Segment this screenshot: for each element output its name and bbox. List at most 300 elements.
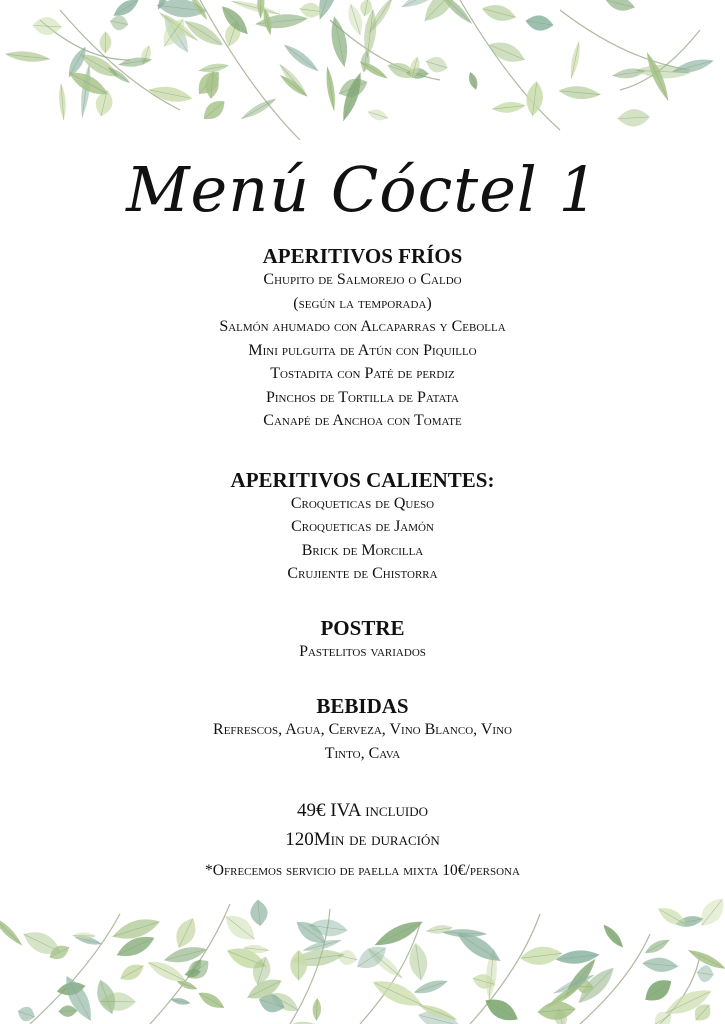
leaf-cluster-icon: [4, 0, 715, 140]
leaf-icon: [58, 82, 67, 120]
leaf-icon: [407, 942, 430, 982]
leaf-icon: [193, 66, 225, 99]
leaf-vein-icon: [367, 11, 372, 58]
leaf-vein-icon: [659, 909, 686, 924]
leaf-icon: [278, 73, 310, 100]
leaf-icon: [78, 63, 93, 118]
section-heading: BEBIDAS: [316, 694, 409, 718]
leaf-icon: [324, 65, 338, 111]
leaf-vein-icon: [425, 0, 455, 21]
leaf-icon: [156, 0, 208, 20]
leaf-icon: [642, 956, 679, 973]
menu-item: Salmón ahumado con Alcaparras y Cebolla: [219, 318, 506, 335]
leaf-vein-icon: [522, 953, 562, 958]
leaf-vein-icon: [143, 46, 149, 64]
stem-icon: [200, 0, 300, 140]
menu-item: Pastelitos variados: [299, 642, 426, 660]
leaf-vein-icon: [426, 928, 451, 931]
leaf-vein-icon: [164, 20, 182, 46]
leaf-icon: [188, 957, 205, 977]
leaf-vein-icon: [645, 982, 670, 1000]
leaf-icon: [275, 1016, 318, 1024]
leaf-icon: [372, 915, 426, 951]
leaf-vein-icon: [73, 936, 95, 937]
leaf-vein-icon: [338, 956, 357, 960]
leaf-vein-icon: [489, 950, 493, 1000]
leaf-vein-icon: [260, 1000, 284, 1008]
leaf-vein-icon: [258, 901, 260, 926]
leaf-vein-icon: [161, 14, 198, 41]
leaf-icon: [184, 967, 202, 978]
leaf-icon: [281, 41, 321, 75]
leaf-icon: [204, 71, 220, 100]
menu-content: [0, 244, 725, 882]
leaf-vein-icon: [361, 62, 388, 78]
leaf-icon: [336, 74, 371, 102]
paella-note: *Ofrecemos servicio de paella mixta 10€/persona: [205, 862, 520, 879]
leaf-icon: [229, 0, 281, 18]
leaf-vein-icon: [121, 966, 143, 978]
leaf-icon: [695, 894, 725, 931]
leaf-icon: [338, 71, 366, 123]
leaf-icon: [187, 0, 209, 21]
stem-icon: [360, 924, 420, 1024]
leaf-vein-icon: [223, 8, 247, 34]
leaf-icon: [111, 0, 142, 20]
leaf-vein-icon: [415, 981, 447, 992]
leaf-icon: [362, 7, 379, 58]
leaf-icon: [15, 1004, 37, 1024]
leaf-icon: [92, 977, 120, 1017]
leaf-vein-icon: [539, 1009, 575, 1012]
leaf-icon: [196, 988, 227, 1012]
leaf-vein-icon: [607, 1, 634, 8]
leaf-icon: [118, 55, 153, 69]
leaf-icon: [292, 916, 329, 949]
leaf-icon: [555, 948, 600, 966]
leaf-vein-icon: [158, 0, 167, 9]
leaf-vein-icon: [101, 982, 112, 1014]
leaf-icon: [524, 13, 554, 32]
leaf-vein-icon: [265, 9, 271, 34]
leaf-icon: [453, 927, 505, 968]
top-foliage-decoration: [0, 0, 725, 160]
leaf-icon: [99, 31, 111, 53]
leaf-vein-icon: [473, 978, 495, 984]
leaf-vein-icon: [50, 947, 69, 957]
leaf-icon: [635, 64, 691, 80]
leaf-icon: [147, 83, 193, 105]
leaf-icon: [385, 59, 419, 82]
leaf-vein-icon: [229, 951, 266, 966]
leaf-icon: [109, 14, 130, 32]
leaf-vein-icon: [357, 949, 384, 967]
leaf-vein-icon: [227, 917, 254, 939]
stem-icon: [620, 30, 700, 90]
stem-icon: [660, 954, 700, 1024]
leaf-vein-icon: [272, 994, 299, 1010]
leaf-vein-icon: [579, 969, 612, 1002]
pricing-block: [0, 796, 725, 882]
leaf-vein-icon: [547, 984, 581, 1007]
leaf-vein-icon: [532, 83, 536, 116]
leaf-vein-icon: [369, 112, 388, 118]
leaf-vein-icon: [564, 961, 594, 999]
leaf-vein-icon: [351, 5, 360, 35]
menu-item: Crujiente de Chistorra: [287, 565, 438, 582]
leaf-icon: [558, 84, 601, 101]
leaf-icon: [492, 100, 527, 114]
leaf-icon: [485, 37, 527, 68]
leaf-icon: [58, 1005, 77, 1017]
leaf-vein-icon: [571, 43, 578, 79]
leaf-icon: [650, 1008, 675, 1024]
leaf-vein-icon: [257, 958, 265, 985]
leaf-icon: [416, 1006, 462, 1024]
leaf-vein-icon: [369, 0, 392, 33]
leaf-icon: [408, 55, 422, 79]
leaf-icon: [352, 940, 391, 975]
leaf-vein-icon: [69, 48, 85, 77]
leaf-icon: [655, 903, 690, 931]
leaf-vein-icon: [484, 9, 516, 17]
leaf-vein-icon: [618, 117, 649, 119]
leaf-icon: [4, 49, 50, 64]
leaf-vein-icon: [304, 940, 341, 950]
leaf-vein-icon: [375, 923, 421, 945]
menu-item: (según la temporada): [293, 294, 432, 312]
leaf-vein-icon: [459, 935, 500, 961]
leaf-icon: [552, 971, 596, 996]
leaf-vein-icon: [442, 0, 472, 23]
leaf-vein-icon: [285, 46, 318, 71]
menu-item: Chupito de Salmorejo o Caldo: [263, 271, 462, 288]
menu-item: Pinchos de Tortilla de Patata: [265, 388, 459, 406]
leaf-vein-icon: [559, 1009, 564, 1024]
leaf-icon: [524, 80, 545, 117]
leaf-icon: [686, 946, 725, 973]
leaf-vein-icon: [241, 100, 274, 119]
leaf-icon: [73, 933, 102, 947]
menu-item: Tostadita con Paté de perdiz: [270, 365, 455, 382]
leaf-icon: [32, 16, 62, 36]
leaf-vein-icon: [200, 994, 224, 1008]
leaf-vein-icon: [34, 25, 62, 27]
leaf-vein-icon: [612, 71, 644, 76]
leaf-icon: [662, 983, 716, 1020]
menu-item: Croqueticas de Jamón: [291, 518, 434, 535]
leaf-vein-icon: [389, 66, 417, 76]
leaf-icon: [312, 998, 321, 1021]
leaf-icon: [308, 917, 349, 939]
leaf-vein-icon: [100, 1001, 134, 1002]
leaf-cluster-icon: [0, 894, 725, 1024]
leaf-vein-icon: [487, 1001, 518, 1019]
leaf-icon: [366, 0, 396, 35]
leaf-vein-icon: [309, 925, 346, 930]
leaf-vein-icon: [188, 962, 208, 978]
leaf-icon: [617, 108, 651, 127]
leaf-vein-icon: [320, 0, 337, 19]
leaf-vein-icon: [149, 90, 190, 98]
menu-item: Tinto, Cava: [324, 744, 401, 762]
leaf-icon: [418, 0, 462, 27]
leaf-icon: [471, 971, 497, 991]
leaf-icon: [157, 14, 190, 51]
leaf-icon: [290, 950, 307, 981]
leaf-vein-icon: [68, 978, 91, 1021]
leaf-icon: [267, 987, 302, 1016]
leaf-vein-icon: [244, 948, 268, 950]
leaf-icon: [73, 932, 96, 939]
leaf-vein-icon: [19, 1011, 35, 1017]
leaf-vein-icon: [61, 85, 64, 121]
leaf-icon: [359, 50, 371, 73]
leaf-icon: [437, 0, 474, 26]
leaf-vein-icon: [157, 5, 204, 10]
leaf-vein-icon: [696, 1005, 709, 1020]
leaf-vein-icon: [316, 999, 317, 1021]
leaf-icon: [612, 66, 647, 80]
stem-icon: [30, 914, 120, 1024]
leaf-icon: [441, 928, 487, 938]
leaf-icon: [568, 40, 582, 79]
leaf-vein-icon: [82, 66, 89, 118]
leaf-vein-icon: [113, 922, 158, 936]
leaf-vein-icon: [375, 983, 422, 1005]
leaf-icon: [366, 107, 390, 123]
leaf-vein-icon: [255, 19, 305, 24]
leaf-vein-icon: [204, 102, 224, 119]
leaf-icon: [77, 49, 122, 83]
leaf-vein-icon: [577, 986, 593, 987]
leaf-vein-icon: [7, 54, 50, 59]
leaf-icon: [363, 944, 405, 982]
stem-icon: [290, 909, 330, 1024]
leaf-vein-icon: [281, 65, 308, 96]
leaf-vein-icon: [24, 934, 59, 951]
leaf-vein-icon: [646, 940, 669, 953]
leaf-vein-icon: [644, 963, 678, 966]
leaf-vein-icon: [80, 54, 116, 75]
leaf-icon: [257, 0, 265, 19]
leaf-vein-icon: [110, 21, 127, 24]
leaf-icon: [243, 944, 269, 955]
leaf-icon: [426, 924, 454, 936]
leaf-icon: [675, 914, 705, 929]
leaf-icon: [114, 931, 158, 962]
leaf-vein-icon: [335, 19, 345, 67]
section-aperitivos-calientes: [0, 468, 725, 586]
leaf-icon: [406, 68, 429, 79]
section-heading: APERITIVOS CALIENTES:: [230, 467, 495, 492]
leaf-icon: [302, 937, 342, 954]
stem-icon: [60, 10, 180, 110]
leaf-vein-icon: [179, 919, 193, 947]
leaf-vein-icon: [164, 950, 205, 960]
leaf-vein-icon: [412, 58, 417, 79]
leaf-icon: [643, 50, 672, 102]
leaf-vein-icon: [166, 16, 188, 52]
leaf-icon: [181, 16, 226, 51]
leaf-vein-icon: [101, 91, 107, 116]
section-heading: POSTRE: [320, 615, 405, 640]
leaf-icon: [64, 44, 90, 79]
leaf-vein-icon: [69, 73, 106, 94]
leaf-vein-icon: [604, 926, 622, 948]
leaf-icon: [417, 1001, 459, 1024]
leaf-vein-icon: [364, 51, 367, 72]
stem-icon: [580, 934, 650, 1024]
leaf-vein-icon: [280, 75, 306, 95]
leaf-icon: [171, 914, 201, 951]
section-heading: APERITIVOS FRÍOS: [262, 244, 463, 268]
leaf-vein-icon: [108, 67, 129, 82]
stem-icon: [330, 20, 440, 80]
leaf-vein-icon: [444, 932, 487, 934]
leaf-icon: [412, 977, 449, 998]
leaf-vein-icon: [402, 0, 443, 7]
leaf-icon: [690, 1000, 715, 1024]
leaf-vein-icon: [688, 950, 724, 968]
leaf-vein-icon: [119, 60, 151, 65]
leaf-vein-icon: [675, 919, 702, 924]
stem-icon: [40, 20, 130, 60]
leaf-icon: [176, 978, 199, 992]
leaf-icon: [640, 974, 676, 1007]
leaf-vein-icon: [300, 9, 322, 12]
leaf-icon: [158, 11, 194, 56]
stem-icon: [470, 914, 540, 1024]
leaf-icon: [560, 956, 600, 1003]
menu-title: Menú Cóctel 1: [126, 153, 599, 226]
leaf-icon: [100, 992, 136, 1011]
leaf-icon: [261, 7, 273, 35]
leaf-icon: [222, 19, 244, 49]
leaf-icon: [255, 12, 309, 31]
leaf-icon: [336, 948, 359, 967]
leaf-icon: [576, 979, 594, 994]
leaf-icon: [604, 0, 636, 14]
leaf-icon: [256, 991, 287, 1016]
leaf-icon: [224, 942, 270, 974]
stem-icon: [150, 904, 230, 1024]
leaf-vein-icon: [229, 22, 237, 46]
leaf-icon: [345, 2, 366, 37]
leaf-icon: [369, 974, 426, 1013]
leaf-icon: [696, 964, 715, 983]
leaf-vein-icon: [293, 955, 344, 961]
leaf-icon: [182, 954, 214, 984]
leaf-icon: [220, 909, 260, 947]
stem-icon: [460, 0, 560, 130]
leaf-vein-icon: [364, 0, 367, 16]
leaf-icon: [467, 71, 480, 91]
leaf-vein-icon: [490, 45, 524, 60]
leaf-icon: [145, 956, 189, 987]
leaf-icon: [313, 0, 344, 22]
leaf-icon: [155, 0, 170, 11]
leaf-icon: [519, 944, 563, 967]
section-bebidas: [0, 694, 725, 765]
menu-item: Croqueticas de Queso: [290, 494, 435, 512]
leaf-icon: [424, 54, 450, 76]
leaf-vein-icon: [561, 91, 601, 95]
leaf-icon: [199, 96, 229, 125]
leaf-vein-icon: [558, 955, 600, 960]
leaf-icon: [359, 0, 374, 17]
leaf-icon: [537, 1000, 577, 1022]
leaf-icon: [19, 926, 64, 961]
section-postre: [0, 616, 725, 664]
leaf-icon: [217, 2, 252, 39]
leaf-icon: [110, 914, 162, 945]
leaf-vein-icon: [0, 918, 22, 945]
leaf-vein-icon: [76, 937, 102, 944]
leaf-icon: [643, 936, 672, 957]
leaf-vein-icon: [702, 900, 722, 926]
menu-item: Brick de Morcilla: [301, 541, 424, 559]
leaf-icon: [480, 1, 518, 25]
leaf-icon: [0, 914, 25, 948]
leaf-icon: [47, 942, 72, 963]
leaf-vein-icon: [298, 923, 325, 942]
leaf-icon: [56, 980, 87, 998]
price-text: 49€ IVA incluido: [296, 800, 429, 821]
leaf-icon: [481, 993, 522, 1024]
leaf-vein-icon: [471, 73, 477, 90]
leaf-vein-icon: [149, 963, 186, 981]
leaf-vein-icon: [114, 0, 138, 15]
leaf-icon: [299, 2, 324, 20]
leaf-vein-icon: [697, 973, 713, 975]
leaf-icon: [249, 954, 274, 987]
leaf-vein-icon: [492, 106, 524, 109]
leaf-vein-icon: [199, 73, 218, 94]
leaf-vein-icon: [554, 976, 593, 994]
section-aperitivos-frios: [0, 244, 725, 433]
leaf-icon: [162, 943, 208, 967]
leaf-vein-icon: [211, 73, 213, 99]
leaf-icon: [239, 95, 278, 122]
leaf-vein-icon: [233, 2, 280, 15]
leaf-icon: [117, 960, 147, 985]
leaf-vein-icon: [343, 75, 359, 121]
leaf-icon: [276, 61, 310, 98]
leaf-icon: [358, 58, 390, 81]
leaf-vein-icon: [665, 992, 709, 1013]
leaf-icon: [65, 66, 111, 100]
leaf-icon: [139, 44, 154, 66]
leaf-vein-icon: [416, 945, 421, 981]
menu-item: Canapé de Anchoa con Tomate: [263, 412, 462, 429]
leaf-vein-icon: [635, 70, 688, 72]
leaf-icon: [156, 9, 199, 44]
leaf-vein-icon: [418, 1005, 455, 1019]
leaf-vein-icon: [673, 61, 712, 71]
leaf-vein-icon: [172, 1000, 191, 1004]
leaf-icon: [106, 65, 132, 86]
leaf-vein-icon: [526, 21, 553, 25]
leaf-icon: [545, 980, 585, 1011]
leaf-icon: [484, 947, 499, 1000]
leaf-vein-icon: [369, 950, 403, 979]
leaf-icon: [59, 972, 98, 1024]
stem-icon: [560, 10, 690, 70]
leaf-vein-icon: [117, 939, 153, 956]
leaf-icon: [170, 996, 191, 1006]
leaf-icon: [93, 88, 115, 118]
